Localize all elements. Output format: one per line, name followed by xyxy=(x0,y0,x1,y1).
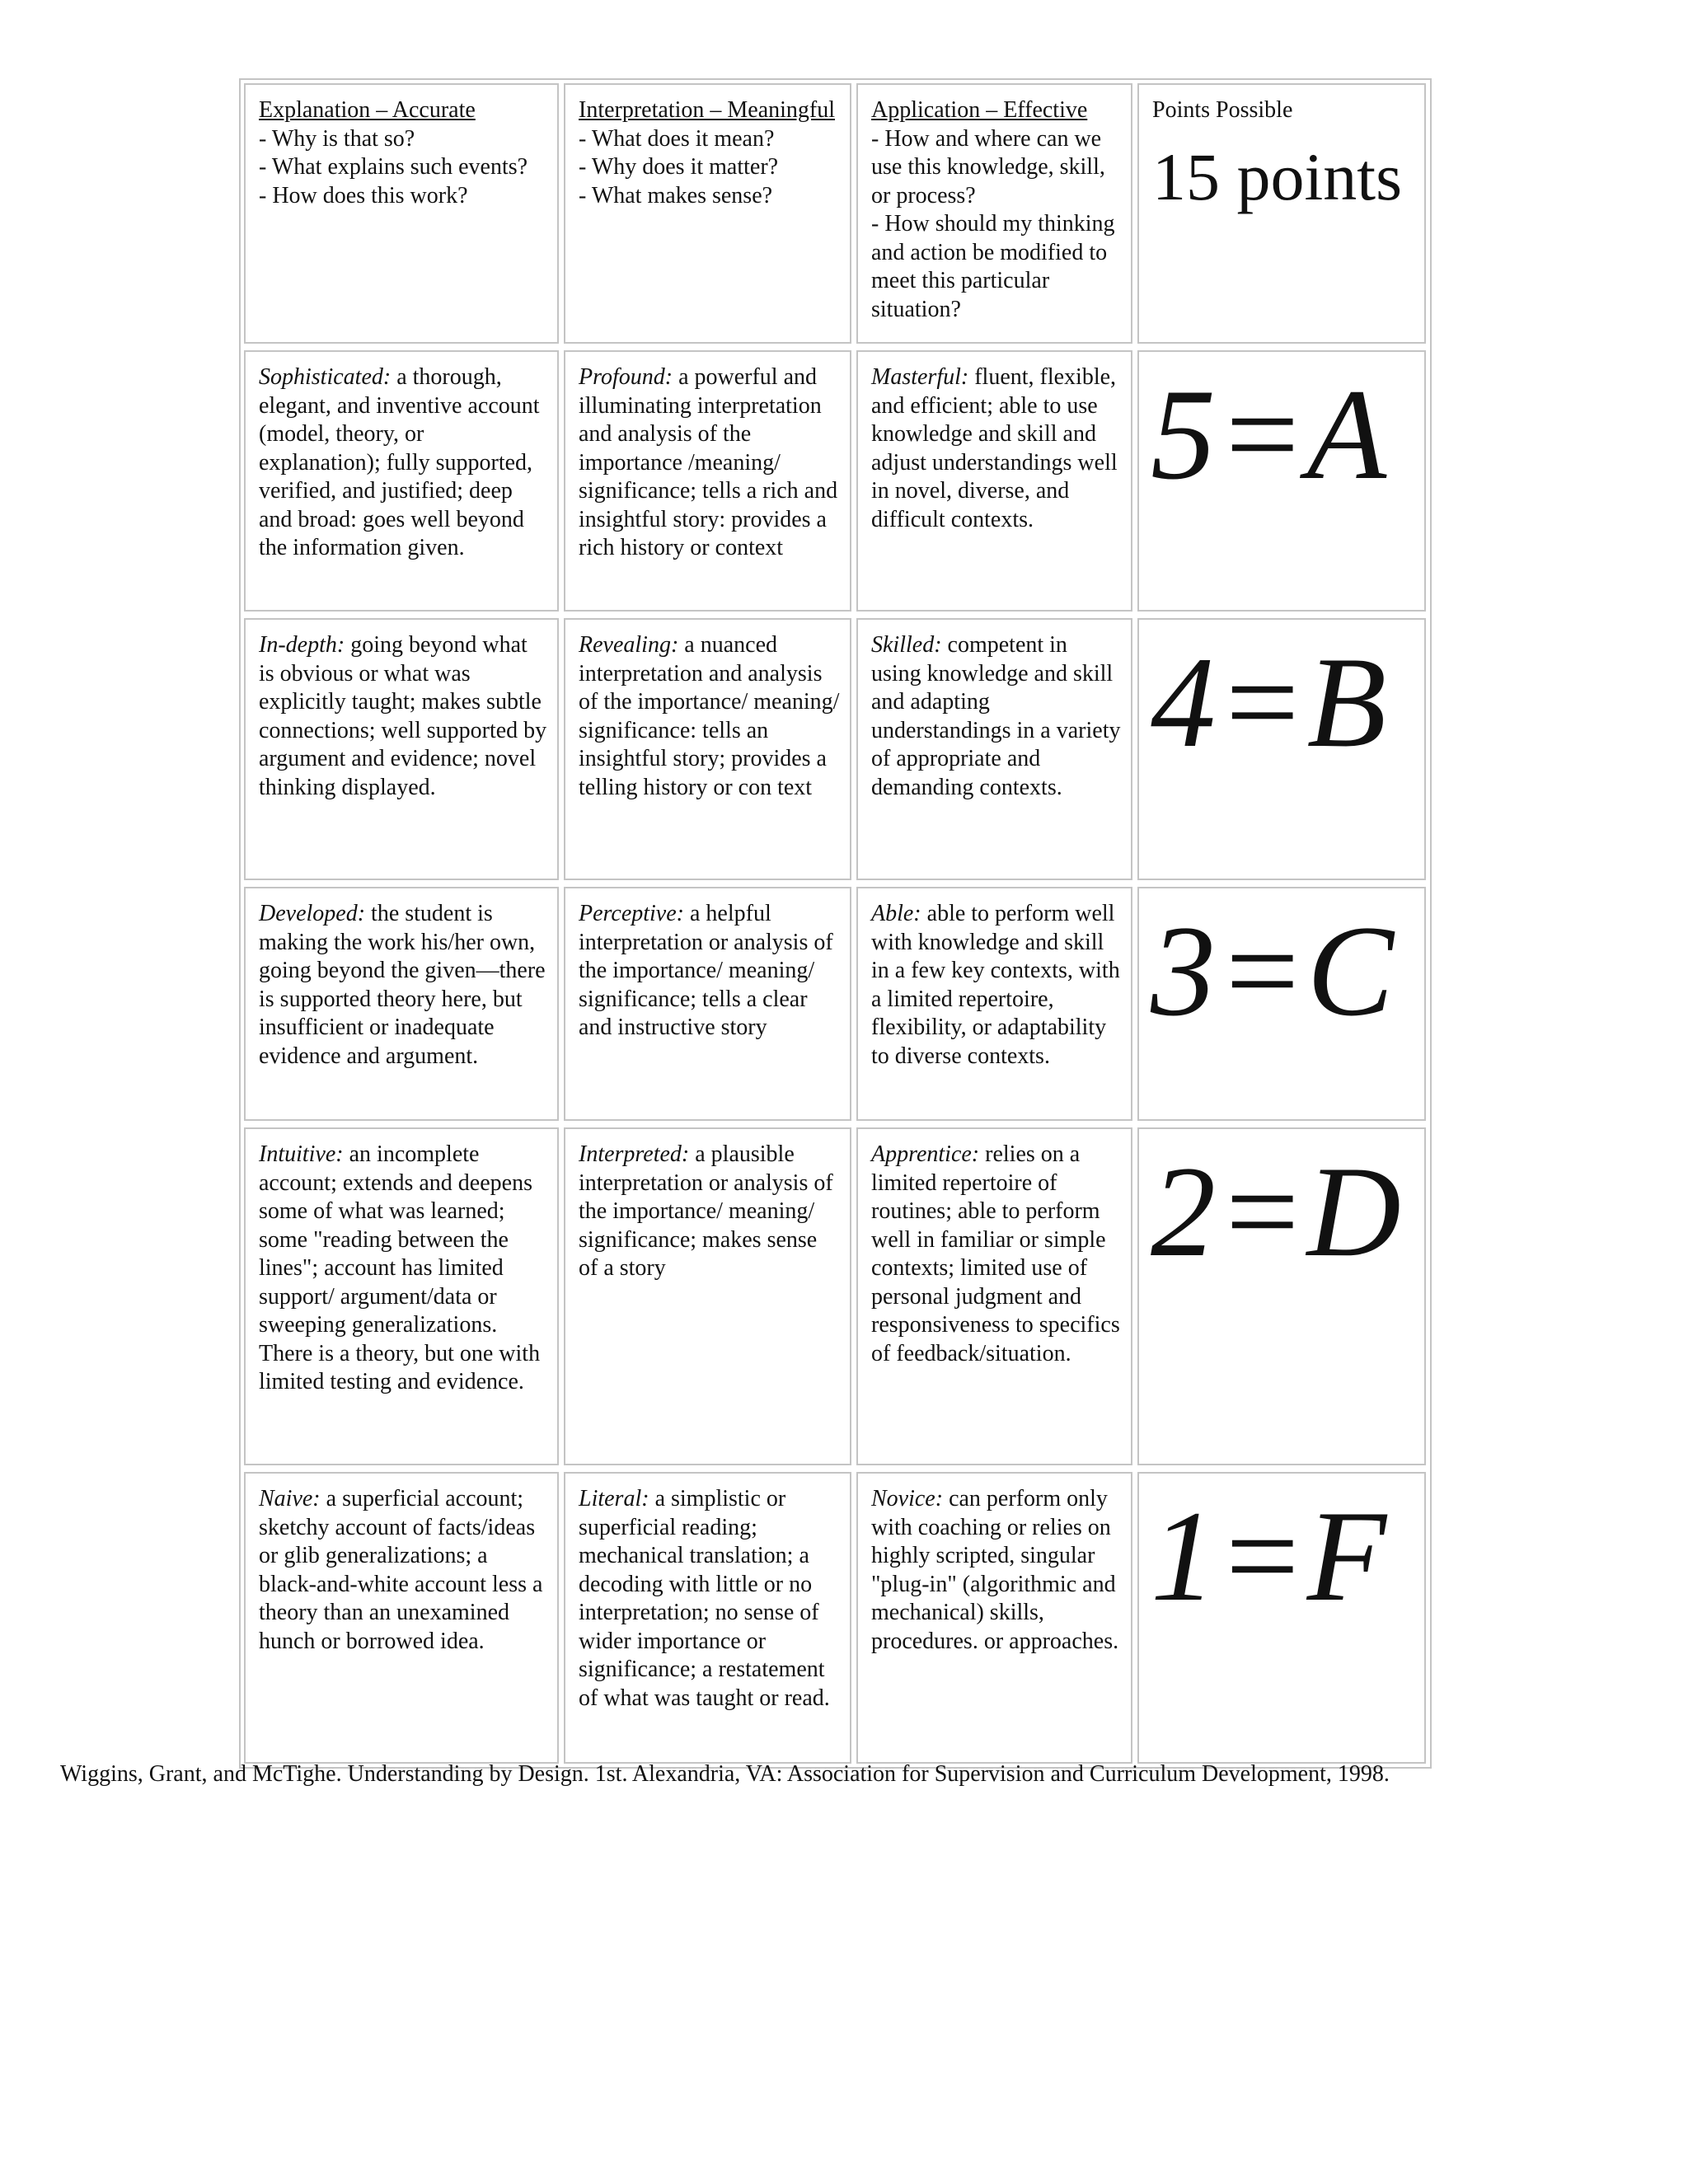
level-description: the student is making the work his/her own, going beyond the given—there is supported theory here, but insufficient or inadequate evidence and argument. xyxy=(259,901,546,1069)
rubric-table xyxy=(239,78,1432,1769)
rubric-cell-application xyxy=(856,350,1132,612)
rubric-cell-application xyxy=(856,618,1132,880)
rubric-cell-explanation xyxy=(244,618,559,880)
rubric-cell-explanation xyxy=(244,1127,559,1465)
level-description: a simplistic or superficial reading; mechanical translation; a decoding with little or no interpretation; no sense of wider importance or significance; a restatement of what was taught or read. xyxy=(579,1486,830,1711)
level-term: Sophisticated: xyxy=(259,364,392,390)
level-description: able to perform well with knowledge and skill in a few key contexts, with a limited repertoire, flexibility, or adaptability to diverse contexts. xyxy=(871,901,1120,1069)
rubric-cell-interpretation xyxy=(564,618,851,880)
header-points-cell xyxy=(1137,83,1426,344)
level-term: Profound: xyxy=(579,364,673,390)
level-description: a plausible interpretation or analysis of the importance/ meaning/ significance; makes sense of a story xyxy=(579,1141,833,1281)
grade-cell: 5=A xyxy=(1137,350,1426,612)
header-explanation-question: - Why is that so? xyxy=(259,125,415,152)
level-term: Novice: xyxy=(871,1486,944,1511)
citation: Wiggins, Grant, and McTighe. Understanding by Design. 1st. Alexandria, VA: Association for Supervision and Curriculum Development, 1998. xyxy=(60,1761,1390,1787)
level-description: a nuanced interpretation and analysis of the importance/ meaning/ significance: tells an insightful story; provides a telling history or con text xyxy=(579,632,840,800)
header-explanation-cell xyxy=(244,83,559,344)
level-term: Revealing: xyxy=(579,632,679,658)
rubric-cell-application xyxy=(856,1472,1132,1764)
level-term: Perceptive: xyxy=(579,901,684,926)
header-interpretation-question: - What does it mean? xyxy=(579,125,775,152)
level-term: Masterful: xyxy=(871,364,969,390)
level-term: Skilled: xyxy=(871,632,942,658)
level-description: a powerful and illuminating interpretation and analysis of the importance /meaning/ significance; tells a rich and insightful story: provides a rich history or context xyxy=(579,364,838,560)
header-application-question: - How and where can we use this knowledge, skill, or process? xyxy=(871,125,1105,209)
rubric-cell-interpretation xyxy=(564,350,851,612)
level-description: relies on a limited repertoire of routines; able to perform well in familiar or simple contexts; limited use of personal judgment and responsiveness to specifics of feedback/situation. xyxy=(871,1141,1120,1366)
level-term: Interpreted: xyxy=(579,1141,690,1167)
rubric-cell-interpretation xyxy=(564,1127,851,1465)
rubric-cell-explanation xyxy=(244,350,559,612)
header-interpretation-title: Interpretation – Meaningful xyxy=(579,97,836,123)
level-description: an incomplete account; extends and deepens some of what was learned; some "reading between the lines"; account has limited support/ argument/data or sweeping generalizations. There is a theory, but one with limited testing and evidence. xyxy=(259,1141,541,1394)
grade-cell: 4=B xyxy=(1137,618,1426,880)
level-description: competent in using knowledge and skill and adapting understandings in a variety of appropriate and demanding contexts. xyxy=(871,632,1121,800)
level-description: a helpful interpretation or analysis of the importance/ meaning/ significance; tells a clear and instructive story xyxy=(579,901,833,1040)
rubric-cell-explanation xyxy=(244,887,559,1121)
level-description: a superficial account; sketchy account of facts/ideas or glib generalizations; a black-and-white account less a theory than an unexamined hunch or borrowed idea. xyxy=(259,1486,543,1654)
level-description: fluent, flexible, and efficient; able to use knowledge and skill and adjust understandings well in novel, diverse, and difficult contexts. xyxy=(871,364,1118,532)
header-application-question: - How should my thinking and action be modified to meet this particular situation? xyxy=(871,211,1115,322)
points-possible-label: Points Possible xyxy=(1152,97,1293,123)
level-description: can perform only with coaching or relies on highly scripted, singular "plug-in" (algorithmic and mechanical) skills, procedures. or approaches. xyxy=(871,1486,1119,1654)
level-term: Apprentice: xyxy=(871,1141,980,1167)
header-interpretation-question: - What makes sense? xyxy=(579,182,773,209)
level-description: going beyond what is obvious or what was explicitly taught; makes subtle connections; well supported by argument and evidence; novel thinking displayed. xyxy=(259,632,547,800)
level-term: Naive: xyxy=(259,1486,321,1511)
header-interpretation-cell xyxy=(564,83,851,344)
level-term: Intuitive: xyxy=(259,1141,344,1167)
header-explanation-title: Explanation – Accurate xyxy=(259,97,476,123)
grade-cell: 3=C xyxy=(1137,887,1426,1121)
points-possible-value: 15 points xyxy=(1152,138,1402,214)
rubric-cell-interpretation xyxy=(564,1472,851,1764)
rubric-cell-interpretation xyxy=(564,887,851,1121)
header-interpretation-question: - Why does it matter? xyxy=(579,154,779,180)
level-term: Developed: xyxy=(259,901,366,926)
rubric-cell-explanation xyxy=(244,1472,559,1764)
header-application-cell xyxy=(856,83,1132,344)
rubric-cell-application xyxy=(856,1127,1132,1465)
rubric-cell-application xyxy=(856,887,1132,1121)
header-explanation-question: - What explains such events? xyxy=(259,154,528,180)
grade-cell: 1=F xyxy=(1137,1472,1426,1764)
header-application-title: Application – Effective xyxy=(871,97,1088,123)
level-term: Able: xyxy=(871,901,921,926)
level-description: a thorough, elegant, and inventive account (model, theory, or explanation); fully supported, verified, and justified; deep and broad: goes well beyond the information given. xyxy=(259,364,540,560)
header-explanation-question: - How does this work? xyxy=(259,182,468,209)
grade-cell: 2=D xyxy=(1137,1127,1426,1465)
level-term: In-depth: xyxy=(259,632,345,658)
level-term: Literal: xyxy=(579,1486,649,1511)
